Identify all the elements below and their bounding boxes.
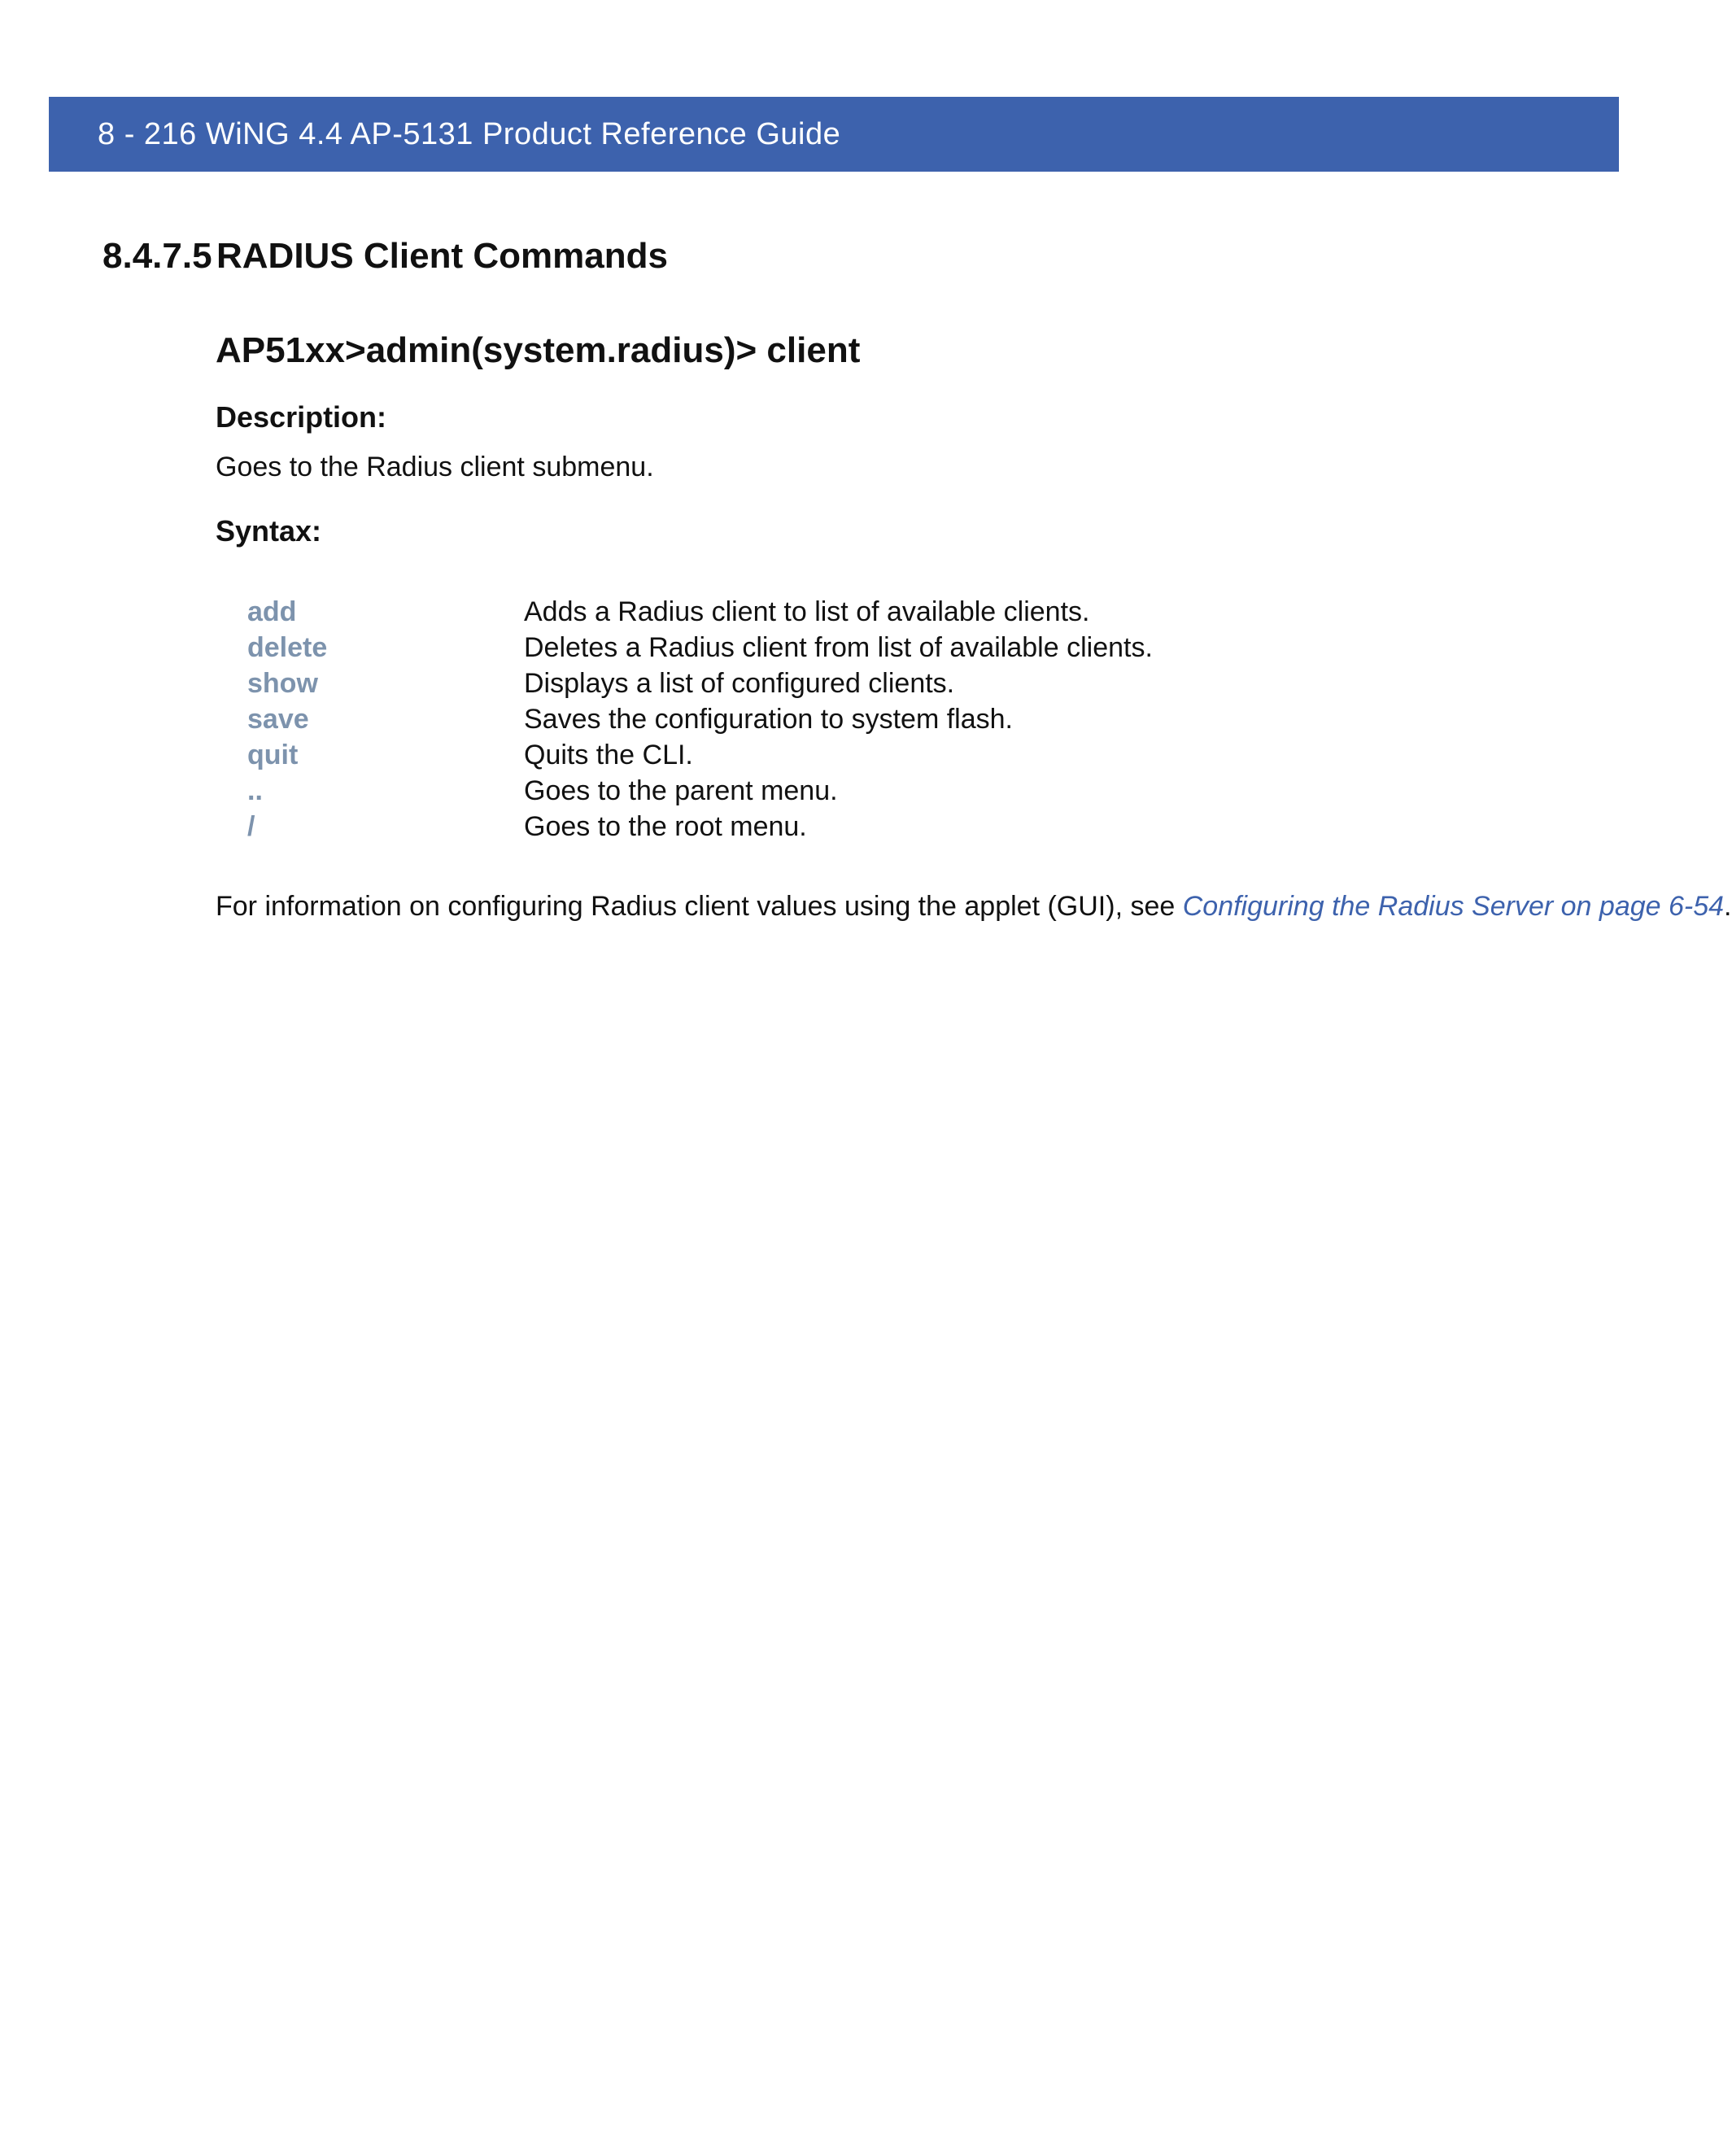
syntax-command: quit: [247, 740, 299, 770]
footer-text: For information on configuring Radius client values using the applet (GUI), see: [216, 891, 1183, 922]
syntax-row: [247, 630, 1386, 666]
syntax-command: add: [247, 596, 297, 627]
syntax-description: Goes to the parent menu.: [524, 775, 838, 806]
syntax-row: [247, 701, 1386, 737]
syntax-description: Quits the CLI.: [524, 740, 693, 770]
syntax-row: [247, 594, 1386, 630]
syntax-command: /: [247, 811, 255, 842]
description-label: Description:: [216, 400, 387, 434]
syntax-command: show: [247, 668, 318, 699]
syntax-row: [247, 809, 1386, 845]
description-text: Goes to the Radius client submenu.: [216, 452, 654, 482]
section-heading: [103, 236, 668, 277]
footer-end: .: [1724, 891, 1732, 922]
page-header: [49, 97, 1619, 172]
syntax-row: [247, 737, 1386, 773]
syntax-description: Saves the configuration to system flash.: [524, 704, 1013, 735]
syntax-description: Adds a Radius client to list of available clients.: [524, 596, 1090, 627]
radius-server-link[interactable]: Configuring the Radius Server on page 6-54: [1182, 891, 1725, 922]
syntax-table: [247, 594, 1386, 845]
footer-paragraph: [216, 891, 1732, 923]
syntax-description: Displays a list of configured clients.: [524, 668, 955, 699]
syntax-description: Goes to the root menu.: [524, 811, 807, 842]
section-title: RADIUS Client Commands: [216, 236, 668, 276]
command-title: AP51xx>admin(system.radius)> client: [216, 330, 861, 370]
page-header-title: 8 - 216 WiNG 4.4 AP-5131 Product Reference Guide: [98, 117, 841, 151]
syntax-row: [247, 773, 1386, 809]
syntax-description: Deletes a Radius client from list of available clients.: [524, 632, 1153, 663]
section-number: 8.4.7.5: [103, 236, 212, 276]
syntax-command: ..: [247, 775, 263, 806]
syntax-row: [247, 666, 1386, 701]
syntax-label: Syntax:: [216, 514, 322, 548]
syntax-command: delete: [247, 632, 328, 663]
syntax-command: save: [247, 704, 309, 735]
